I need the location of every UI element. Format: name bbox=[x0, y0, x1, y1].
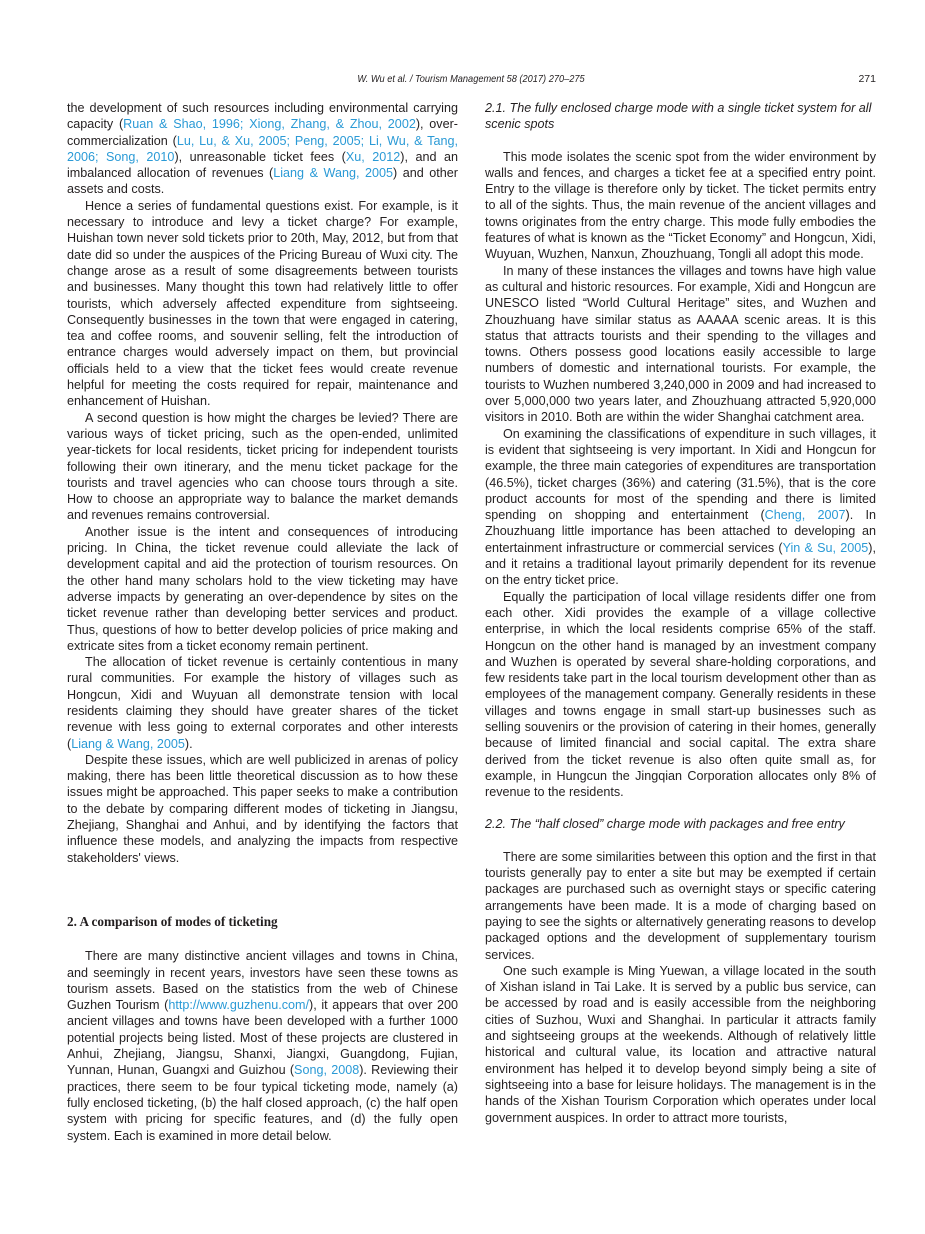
subsection-heading: 2.2. The “half closed” charge mode with packages and free entry bbox=[485, 817, 845, 832]
paragraph: Hence a series of fundamental questions exist. For example, is it necessary to introduce and levy a ticket charge? For example, Huishan town never sold tickets prior to 20th, May, 2012, but from that date did so under the auspices of the Pricing Bureau of Wuxi city. The change arose as a result of some disagreements between tourists and businesses. Many thought this town had relatively little to offer tourists, which adversely affected expenditure from sightseeing. Consequently businesses in the town that were engaged in catering, tea and coffee rooms, and souvenir selling, felt the introduction of entrance charges would adversely impact on them, but provincial officials held to a view that the ticket fees would create revenue helpful for meeting the costs required for repair, maintenance and enhancement of Huishan. bbox=[67, 198, 458, 409]
paragraph: This mode isolates the scenic spot from the wider environment by walls and fences, and charges a ticket fee at a specified entry point. Entry to the village is therefore only by ticket. The ticket permits entry to all of the sights. Thus, the main revenue of the ancient villages and towns originates from the entry charge. This mode fully embodies the features of what is known as the “Ticket Economy” and Hongcun, Xidi, Wuyuan, Wuzhen, Nanxun, Zhouzhuang, Tongli all adopt this mode. bbox=[485, 149, 876, 262]
text: the development of such resources including environmental carrying capacity ( bbox=[67, 101, 458, 132]
url-link[interactable]: http://www.guzhenu.com/ bbox=[168, 998, 310, 1013]
paragraph: Another issue is the intent and consequences of introducing pricing. In China, the ticket revenue could alleviate the lack of development capital and aid the protection of tourism resources. On the other hand many scholars hold to the view ticketing may have adverse impacts by generating an over-dependence by sites on the ticket revenue rather than developing better services and product. Thus, questions of how to better develop policies of price making and extricate sites from a ticket economy remain pertinent. bbox=[67, 524, 458, 653]
paragraph: There are some similarities between this option and the first in that tourists generally pay to enter a site but may be exempted if certain packages are purchased such as overnight stays or specific catering arrangements have been made. It is a mode of charging based on paying to see the sights or alternatively generating reasons to develop packaged options and the development of supplementary tourism services. bbox=[485, 849, 876, 962]
page-number: 271 bbox=[858, 73, 876, 85]
left-column bbox=[67, 100, 458, 1144]
paragraph bbox=[67, 654, 458, 752]
citation-link[interactable]: Ruan & Shao, 1996; Xiong, Zhang, & Zhou, 2002 bbox=[123, 117, 416, 132]
citation-link[interactable]: Cheng, 2007 bbox=[764, 508, 846, 523]
citation-link[interactable]: Song, 2008 bbox=[294, 1063, 360, 1078]
text: ), over-commercialization ( bbox=[67, 117, 458, 148]
paragraph: Equally the participation of local village residents differ one from each other. Xidi provides the example of a village collective enterprise, in which the local residents comprise 65% of the staff. Hongcun on the other hand is managed by an investment company and Wuzhen is operated by several share-holding corporations, and few residents take part in the local tourism development other than as employees of the management company. Generally residents in these villages and towns engage in small start-up businesses such as selling souvenirs or the provision of catering in their homes, generally because of limited financial and social capital. The extra share derived from the ticket revenue is also often quite small as, for example, in Hungcun the Jingqian Corporation allocates only 8% of revenue to the residents. bbox=[485, 589, 876, 800]
right-column bbox=[485, 100, 876, 1126]
text: On examining the classifications of expenditure in such villages, it is evident that sightseeing is very important. In Xidi and Hongcun for example, the three main categories of expenditures are transportation (46.5%), ticket charges (36%) and catering (31.5%), that is the core product accounts for most of the spending and there is limited spending on shopping and entertainment ( bbox=[485, 426, 876, 523]
citation-link[interactable]: Lu, Lu, & Xu, 2005; Peng, 2005; Li, Wu, & Tang, 2006; Song, 2010 bbox=[67, 133, 458, 164]
citation-link[interactable]: Liang & Wang, 2005 bbox=[71, 736, 185, 751]
section-heading: 2. A comparison of modes of ticketing bbox=[67, 913, 278, 929]
journal-citation-header: W. Wu et al. / Tourism Management 58 (2017) 270–275 bbox=[357, 73, 585, 85]
text: ), and it retains a traditional layout primarily dependent for its revenue on the entry ticket price. bbox=[485, 540, 876, 588]
text: ), unreasonable ticket fees ( bbox=[174, 149, 346, 164]
text: There are many distinctive ancient villages and towns in China, and seemingly in recent years, investors have seen these towns as tourism assets. Based on the statistics from the web of Chinese Guzhen Tourism ( bbox=[67, 949, 458, 1013]
subsection-heading: 2.1. The fully enclosed charge mode with a single ticket system for all scenic spots bbox=[485, 101, 872, 132]
paragraph bbox=[485, 426, 876, 589]
text: ), and an imbalanced allocation of revenues ( bbox=[67, 149, 458, 181]
text: ), it appears that over 200 ancient villages and towns have been developed with a further 1000 potential projects being listed. Most of these projects are clustered in Anhui, Zhejiang, Jiangsu, Shanxi, Jiangxi, Guangdong, Fujian, Yunnan, Hunan, Guangxi and Guizhou ( bbox=[67, 998, 458, 1078]
text: The allocation of ticket revenue is certainly contentious in many rural communities. For example the history of villages such as Hongcun, Xidi and Wuyuan all demonstrate tension with local residents claiming they should have greater shares of the ticket revenue with less going to external corporates and other interests ( bbox=[67, 655, 458, 751]
citation-link[interactable]: Yin & Su, 2005 bbox=[782, 540, 869, 555]
paragraph bbox=[67, 948, 458, 1144]
text: ). Reviewing their practices, there seem to be four typical ticketing mode, namely (a) fully enclosed ticketing, (b) the half closed approach, (c) the half open system with pricing for specific features, and (d) the fully open system. Each is examined in more detail below. bbox=[67, 1063, 458, 1143]
paragraph: In many of these instances the villages and towns have high value as cultural and historic resources. For example, Xidi and Hongcun are UNESCO listed “World Cultural Heritage” sites, and Wuzhen and Zhouzhuang have similar status as AAAAA scenic areas. It is this status that attracts tourists and their spending to the villages and towns. Others possess good locations easily accessible to large numbers of domestic and international tourists. For example, the tourists to Wuzhen numbered 3,240,000 in 2009 and had increased to over 5,000,000 two years later, and Zhouzhuang attracted 5,920,000 visitors in 2010. Both are within the wider Shanghai catchment area. bbox=[485, 263, 876, 425]
paragraph: A second question is how might the charges be levied? There are various ways of ticket pricing, such as the open-ended, unlimited year-tickets for local residents, ticket pricing for independent tourists following their own itinerary, and the menu ticket package for the tourists and travel agencies who can choose tours through a site. How to choose an appropriate way to balance the market demands and revenues remains controversial. bbox=[67, 410, 458, 523]
citation-link[interactable]: Xu, 2012 bbox=[345, 149, 401, 164]
running-header bbox=[66, 73, 876, 89]
citation-link[interactable]: Liang & Wang, 2005 bbox=[273, 166, 394, 181]
paragraph: One such example is Ming Yuewan, a village located in the south of Xishan island in Tai Lake. It is served by a public bus service, can be accessed by road and is easily accessible from the neighboring cities of Suzhou, Wuxi and Shanghai. In particular it attracts family and sightseeing groups at the weekends. Although of relatively little historical and cultural value, its location and attractive natural environment has helped it to develop beyond simply being a site of sightseeing into a base for leisure holidays. The management is in the hands of the Xishan Tourism Corporation which operates under local government auspices. In order to attract more tourists, bbox=[485, 963, 876, 1125]
text: ). bbox=[184, 736, 193, 751]
text: ). In Zhouzhuang little importance has been attached to developing an entertainment infrastructure or commercial services ( bbox=[485, 508, 876, 555]
text: ) and other assets and costs. bbox=[67, 166, 458, 197]
paragraph: Despite these issues, which are well publicized in arenas of policy making, there has been little theoretical discussion as to how these issues might be approached. This paper seeks to make a contribution to the debate by comparing different modes of ticketing in Jiangsu, Zhejiang, Shanghai and Anhui, and by identifying the factors that influence these models, and analyzing the impacts from respective stakeholders' views. bbox=[67, 752, 458, 865]
paragraph bbox=[67, 100, 458, 198]
